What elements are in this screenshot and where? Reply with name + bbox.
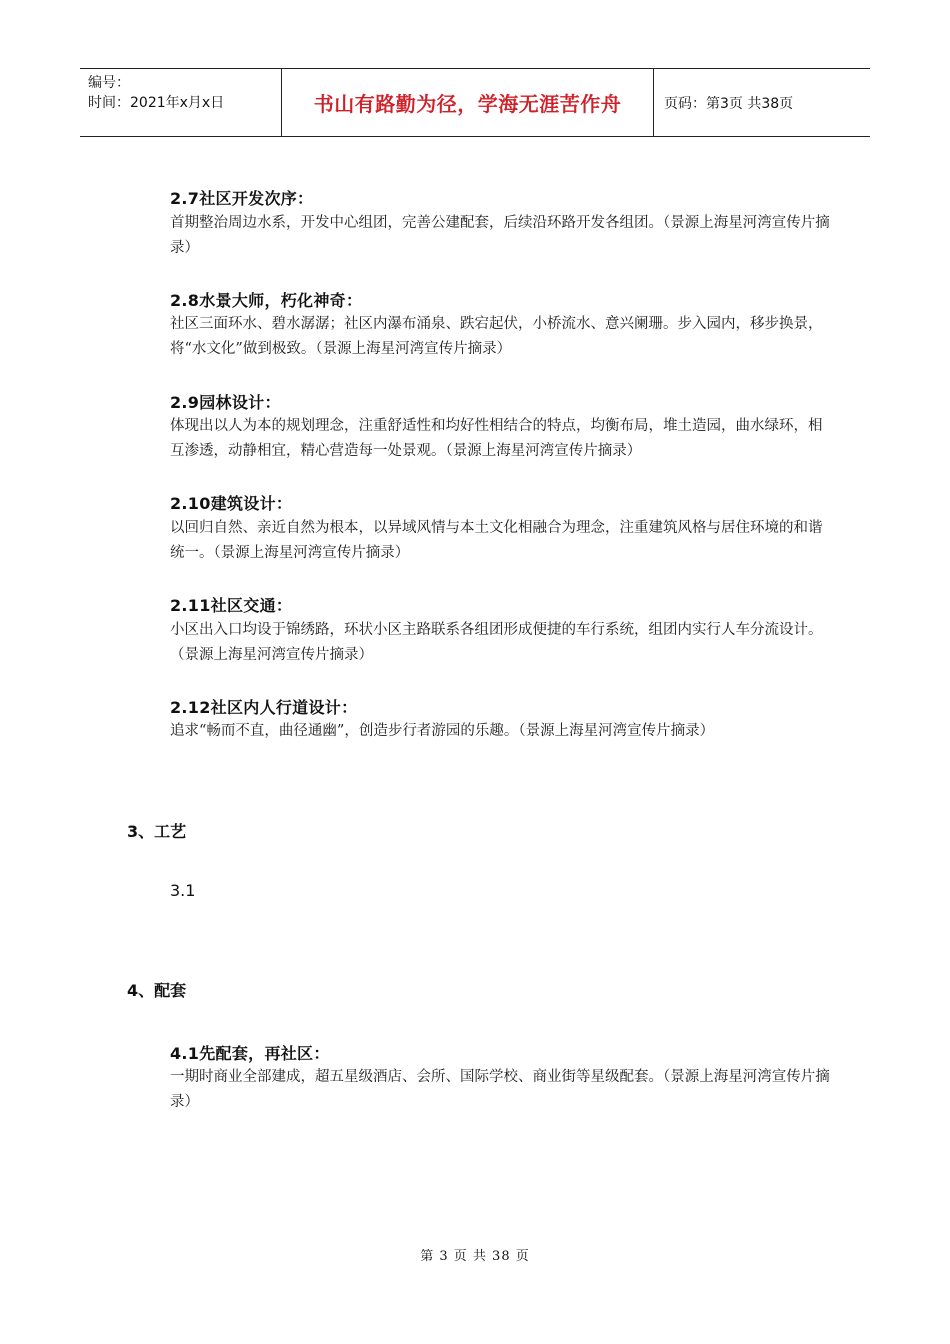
doc-time-label: 时间：2021年x月x日 bbox=[88, 95, 225, 111]
chapter-title: 3、工艺 bbox=[127, 822, 187, 841]
section-title: 4.1先配套，再社区： bbox=[170, 1044, 330, 1063]
section-title: 2.9园林设计： bbox=[170, 393, 281, 412]
header-page-info: 页码：第3页 共38页 bbox=[664, 95, 794, 112]
subsection-number: 3.1 bbox=[170, 881, 196, 900]
section-title: 2.7社区开发次序： bbox=[170, 189, 314, 208]
section-title: 2.12社区内人行道设计： bbox=[170, 698, 358, 717]
section-body: 以回归自然、亲近自然为根本，以异域风情与本土文化相融合为理念，注重建筑风格与居住环境的和谐统一。（景源上海星河湾宣传片摘录） bbox=[170, 520, 823, 561]
section-title: 2.10建筑设计： bbox=[170, 494, 293, 513]
section-title: 2.11社区交通： bbox=[170, 596, 293, 615]
section-body: 体现出以人为本的规划理念，注重舒适性和均好性相结合的特点，均衡布局，堆土造园，曲水绿环，相互渗透，动静相宜，精心营造每一处景观。（景源上海星河湾宣传片摘录） bbox=[170, 418, 823, 459]
section-body: 社区三面环水、碧水潺潺；社区内瀑布涌泉、跌宕起伏，小桥流水、意兴阑珊。步入园内，移步换景，将“水文化”做到极致。（景源上海星河湾宣传片摘录） bbox=[170, 316, 823, 357]
page-header bbox=[80, 68, 870, 137]
section-body: 首期整治周边水系，开发中心组团，完善公建配套，后续沿环路开发各组团。（景源上海星河湾宣传片摘录） bbox=[170, 215, 830, 256]
section-body: 一期时商业全部建成，超五星级酒店、会所、国际学校、商业街等星级配套。（景源上海星河湾宣传片摘录） bbox=[170, 1069, 830, 1110]
chapter-title: 4、配套 bbox=[127, 981, 187, 1000]
section-body: 小区出入口均设于锦绣路，环状小区主路联系各组团形成便捷的车行系统，组团内实行人车分流设计。（景源上海星河湾宣传片摘录） bbox=[170, 622, 823, 663]
header-motto: 书山有路勤为径，学海无涯苦作舟 bbox=[282, 69, 654, 136]
doc-number-label: 编号： bbox=[88, 75, 130, 91]
section-title: 2.8水景大师，朽化神奇： bbox=[170, 291, 363, 310]
section-body: 追求“畅而不直，曲径通幽”，创造步行者游园的乐趣。（景源上海星河湾宣传片摘录） bbox=[170, 723, 715, 739]
header-meta-cell bbox=[80, 69, 282, 136]
page-footer: 第 3 页 共 38 页 bbox=[420, 1249, 530, 1264]
